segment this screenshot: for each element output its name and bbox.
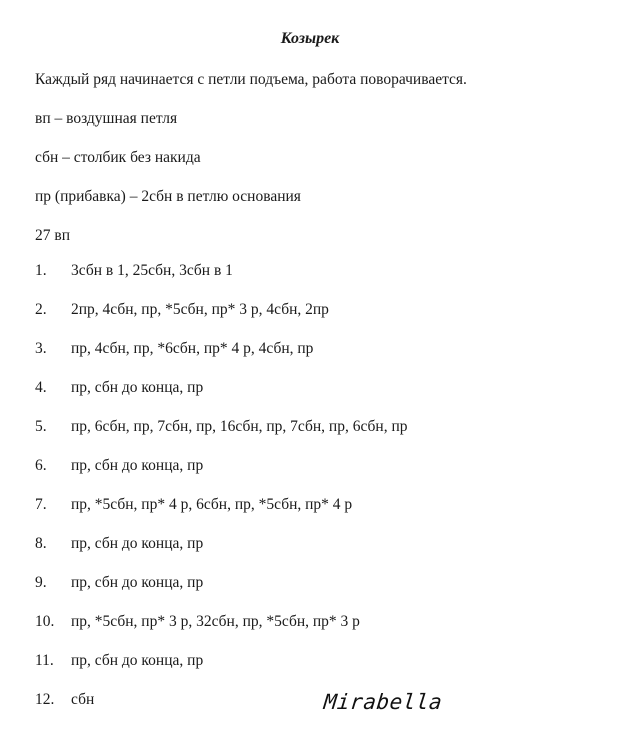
row-number: 3. (35, 340, 47, 357)
list-item (35, 379, 408, 418)
row-text: пр, сбн до конца, пр (71, 535, 204, 552)
row-text: пр, сбн до конца, пр (71, 457, 204, 474)
list-item (35, 574, 408, 613)
list-item (35, 301, 408, 340)
row-text: 2пр, 4сбн, пр, *5сбн, пр* 3 р, 4сбн, 2пр (71, 301, 329, 318)
intro-line-vp: вп – воздушная петля (35, 110, 178, 127)
row-number: 8. (35, 535, 47, 552)
row-number: 12. (35, 691, 55, 708)
intro-line-pr: пр (прибавка) – 2сбн в петлю основания (35, 188, 301, 205)
row-text: пр, 6сбн, пр, 7сбн, пр, 16сбн, пр, 7сбн, пр, 6сбн, пр (71, 418, 408, 435)
document-title: Козырек (280, 30, 340, 47)
intro-line-sbn: сбн – столбик без накида (35, 149, 201, 166)
row-text: пр, *5сбн, пр* 4 р, 6сбн, пр, *5сбн, пр* 4 р (71, 496, 353, 513)
list-item (35, 340, 408, 379)
row-text: пр, 4сбн, пр, *6сбн, пр* 4 р, 4сбн, пр (71, 340, 314, 357)
row-number: 2. (35, 301, 47, 318)
list-item (35, 262, 408, 301)
row-number: 4. (35, 379, 47, 396)
row-text: 3сбн в 1, 25сбн, 3сбн в 1 (71, 262, 233, 279)
row-text: пр, сбн до конца, пр (71, 379, 204, 396)
row-instructions-list (35, 262, 408, 730)
row-text: пр, сбн до конца, пр (71, 574, 204, 591)
row-number: 10. (35, 613, 55, 630)
row-number: 1. (35, 262, 47, 279)
signature-watermark: Mirabella (322, 690, 444, 714)
list-item (35, 613, 408, 652)
row-number: 11. (35, 652, 54, 669)
list-item (35, 496, 408, 535)
list-item (35, 535, 408, 574)
row-text: сбн (71, 691, 95, 708)
row-number: 9. (35, 574, 47, 591)
row-number: 7. (35, 496, 47, 513)
row-number: 5. (35, 418, 47, 435)
row-text: пр, *5сбн, пр* 3 р, 32сбн, пр, *5сбн, пр* 3 р (71, 613, 360, 630)
list-item (35, 418, 408, 457)
intro-line-chain: 27 вп (35, 227, 70, 244)
intro-line-rows: Каждый ряд начинается с петли подъема, работа поворачивается. (35, 71, 467, 88)
row-text: пр, сбн до конца, пр (71, 652, 204, 669)
row-number: 6. (35, 457, 47, 474)
list-item (35, 652, 408, 691)
list-item (35, 457, 408, 496)
